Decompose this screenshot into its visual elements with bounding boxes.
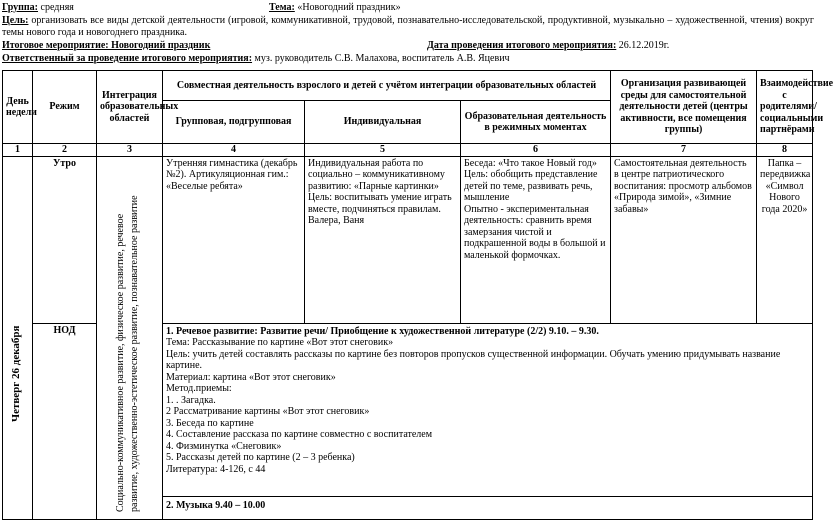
goal-value: организовать все виды детской деятельности (игровой, коммуникативной, трудовой, познавательно-исследовательской, продуктивной, музыкально – художественной, чтения) вокруг темы нового года и новогоднего праздника. (2, 15, 814, 38)
col-number: 5 (305, 144, 461, 157)
nod-content (163, 323, 813, 519)
col-number: 4 (163, 144, 305, 157)
morning-individual (305, 156, 461, 323)
col-number: 3 (97, 144, 163, 157)
col-mode-header: Режим (33, 71, 97, 144)
col-joint-header: Совместная деятельность взрослого и детей с учётом интеграции образовательных областей (163, 71, 611, 101)
educational-experiment: Опытно - экспериментальная деятельность: сравнить время замерзания чистой и подкрашенной воды в большой и маленькой формочках. (464, 203, 606, 261)
morning-educational (461, 156, 611, 323)
individual-work: Индивидуальная работа по социально – коммуникативному развитию: «Парные картинки» (308, 157, 445, 192)
header-goal (2, 15, 814, 38)
goal-label: Цель: (2, 15, 29, 26)
integration-text-1: Социально-коммуникативное развитие, физическое развитие, речевое (115, 213, 126, 512)
col-integration-header: Интеграция образовательных областей (97, 71, 163, 144)
col-day-header: День недели (3, 71, 33, 144)
responsible-label: Ответственный за проведение итогового мероприятия: (2, 53, 253, 64)
header-line-group (2, 2, 814, 14)
nod-music: 2. Музыка 9.40 – 10.00 (166, 499, 266, 511)
group-value: средняя (38, 2, 74, 13)
plan-table (2, 70, 833, 520)
morning-group: Утренняя гимнастика (декабрь №2). Артикуляционная гим.: «Веселые ребята» (163, 156, 305, 323)
mode-nod: НОД (33, 323, 97, 519)
nod-step: 5. Рассказы детей по картине (2 – 3 ребенка) (166, 452, 355, 464)
day-cell (3, 156, 33, 519)
nod-goal: Цель: учить детей составлять рассказы по картине без повторов пропусков существенной информации. Обучать умению придумывать название картине. (166, 348, 781, 372)
theme-label: Тема: (269, 2, 295, 13)
nod-title: 1. Речевое развитие: Развитие речи/ Приобщение к художественной литературе (2/2) 9.10. – 9.30. (166, 325, 599, 337)
final-date-value: 26.12.2019г. (616, 40, 670, 51)
nod-theme: Тема: Рассказывание по картине «Вот этот снеговик» (166, 337, 394, 349)
col-number: 7 (611, 144, 757, 157)
column-numbers-row (3, 144, 813, 157)
individual-goal: Цель: воспитывать умение играть вместе, подчиняться правилам. (308, 192, 452, 215)
col-number: 8 (757, 144, 813, 157)
col-number: 6 (461, 144, 611, 157)
integration-cell (97, 156, 163, 519)
morning-environment: Самостоятельная деятельность в центре патриотического воспитания: просмотр альбомов «Природа зимой», «Зимние забавы» (611, 156, 757, 323)
educational-talk: Беседа: «Что такое Новый год» (464, 157, 597, 169)
individual-children: Валера, Ваня (308, 215, 365, 226)
final-date-label: Дата проведения итогового мероприятия: (427, 40, 617, 51)
group-label: Группа: (2, 2, 39, 13)
nod-step: 3. Беседа по картине (166, 417, 254, 429)
nod-material: Материал: картина «Вот этот снеговик» (166, 371, 336, 383)
col-individual-header: Индивидуальная (305, 101, 461, 144)
theme-value: «Новогодний праздник» (294, 2, 401, 13)
col-number: 2 (33, 144, 97, 157)
col-environment-header: Организация развивающей среды для самостоятельной деятельности детей (центры активности, все помещения группы) (611, 71, 757, 144)
final-event-label: Итоговое мероприятие: Новогодний праздник (2, 40, 211, 51)
educational-goal: Цель: обобщить представление детей по теме, развивать речь, мышление (464, 169, 598, 203)
nod-step: 1. . Загадка. (166, 394, 216, 406)
col-parents-header: Взаимодействие с родителями/ социальными партнёрами (757, 71, 813, 144)
mode-morning: Утро (33, 156, 97, 323)
morning-parents: Папка – передвижка «Символ Нового года 2020» (757, 156, 813, 323)
col-educational-header: Образовательная деятельность в режимных моментах (461, 101, 611, 144)
nod-step: 4. Составление рассказа по картине совместно с воспитателем (166, 429, 433, 441)
nod-step: 4. Физминутка «Снеговик» (166, 440, 282, 452)
integration-text-2: развитие, художественно-эстетическое развитие, познавательное развитие (129, 194, 140, 512)
header-final-event (2, 40, 814, 52)
nod-literature: Литература: 4-126, с 44 (166, 463, 266, 475)
col-group-header: Групповая, подгрупповая (163, 101, 305, 144)
nod-methods: Метод.приемы: (166, 383, 232, 395)
header-responsible (2, 53, 814, 65)
responsible-value: муз. руководитель С.В. Малахова, воспитатель А.В. Яцевич (252, 53, 510, 64)
nod-step: 2 Рассматривание картины «Вот этот снеговик» (166, 406, 370, 418)
col-number: 1 (3, 144, 33, 157)
morning-row (3, 156, 813, 323)
day-label: Четверг 26 декабря (10, 325, 22, 422)
